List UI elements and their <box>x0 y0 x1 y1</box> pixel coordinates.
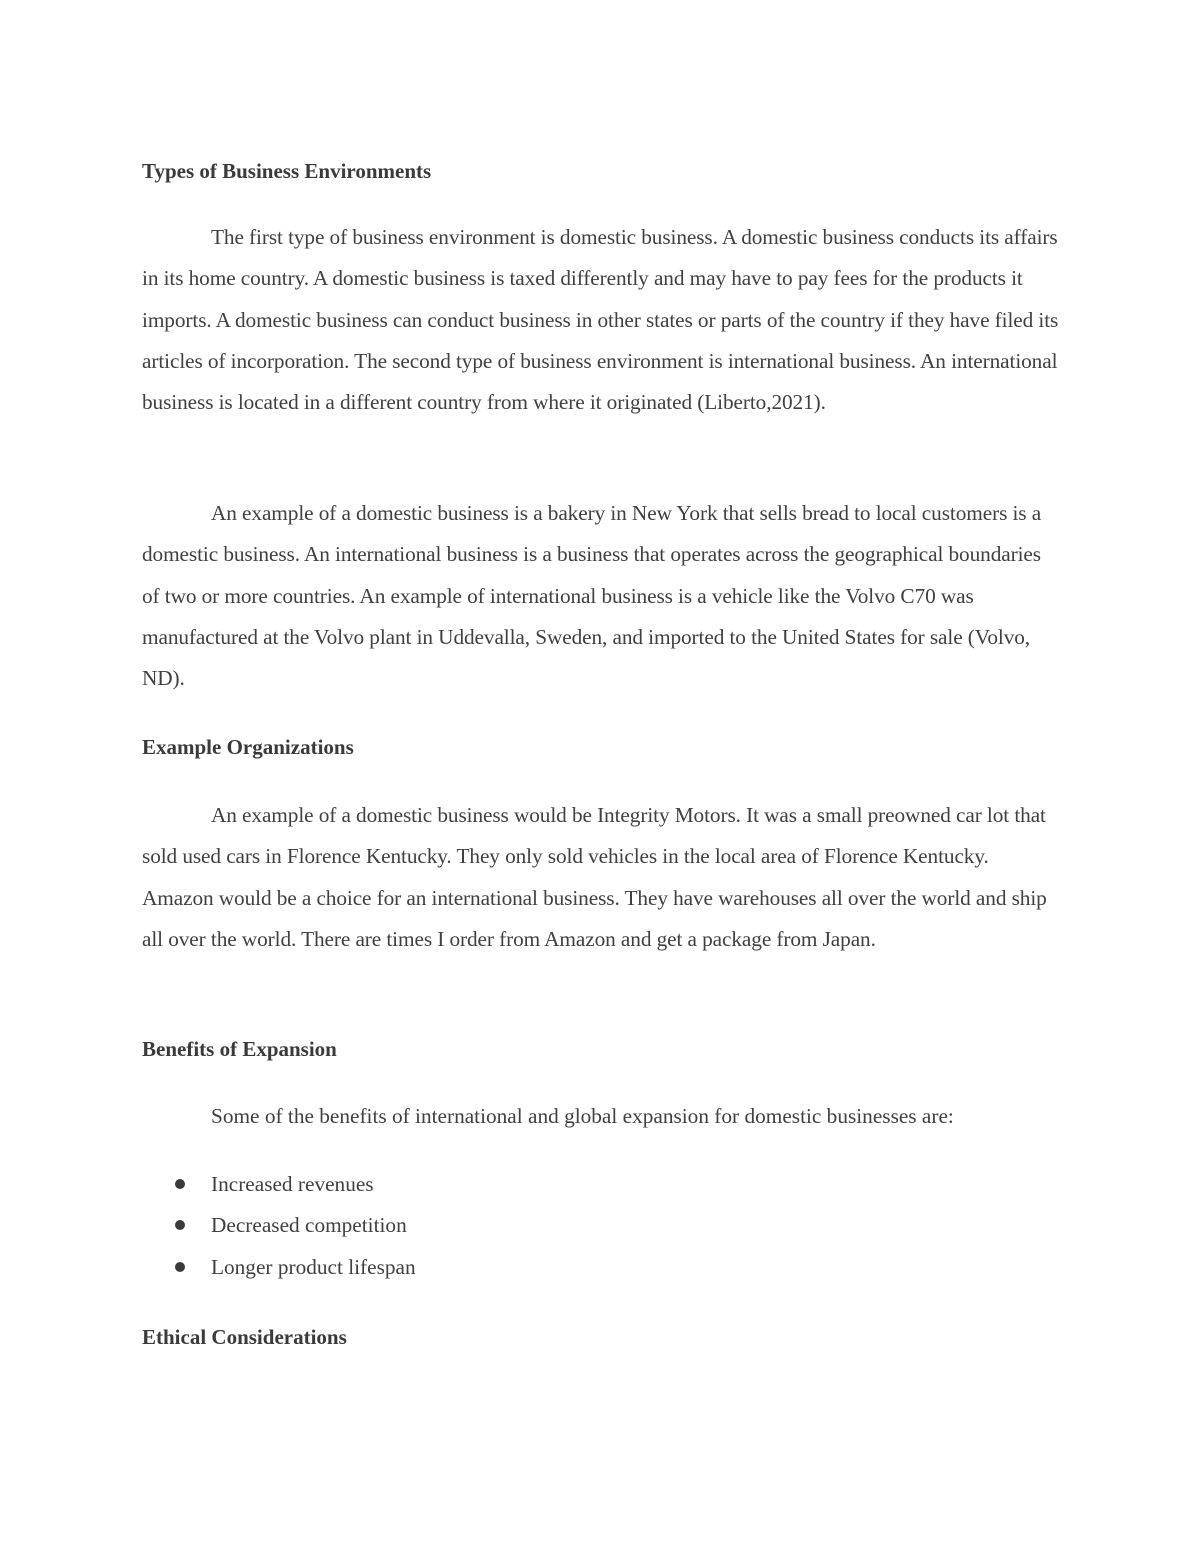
list-item-label: Longer product lifespan <box>211 1254 416 1279</box>
paragraph-examples-1: An example of a domestic business would be Integrity Motors. It was a small preowned car lot that sold used cars in Florence Kentucky. They only sold vehicles in the local area of Florence Kentucky. Amazon would be a choice for an international business. They have warehouses all over the world and ship all over the world. There are times I order from Amazon and get a package from Japan. <box>142 803 1047 951</box>
paragraph-types-2: An example of a domestic business is a bakery in New York that sells bread to local customers is a domestic business. An international business is a business that operates across the geographical boundaries of two or more countries. An example of international business is a vehicle like the Volvo C70 was manufactured at the Volvo plant in Uddevalla, Sweden, and imported to the United States for sale (Volvo, ND). <box>142 501 1042 691</box>
list-item-label: Decreased competition <box>211 1213 407 1238</box>
bullet-icon <box>175 1220 185 1230</box>
section-heading-ethics: Ethical Considerations <box>142 1325 347 1349</box>
benefits-intro: Some of the benefits of international and global expansion for domestic businesses are: <box>211 1104 954 1128</box>
paragraph-types-1: The first type of business environment is domestic business. A domestic business conducts its affairs in its home country. A domestic business is taxed differently and may have to pay fees for the products it imports. A domestic business can conduct business in other states or parts of the country if they have filed its articles of incorporation. The second type of business environment is international business. An international business is located in a different country from where it originated (Liberto,2021). <box>142 225 1059 415</box>
bullet-icon <box>175 1262 185 1272</box>
section-heading-types: Types of Business Environments <box>142 159 432 183</box>
benefits-list <box>142 1164 416 1288</box>
list-item <box>142 1164 416 1205</box>
list-item <box>142 1205 416 1246</box>
section-heading-benefits: Benefits of Expansion <box>142 1037 337 1061</box>
list-item <box>142 1247 416 1288</box>
section-heading-examples: Example Organizations <box>142 735 354 759</box>
list-item-label: Increased revenues <box>211 1172 374 1196</box>
bullet-icon <box>175 1179 185 1189</box>
